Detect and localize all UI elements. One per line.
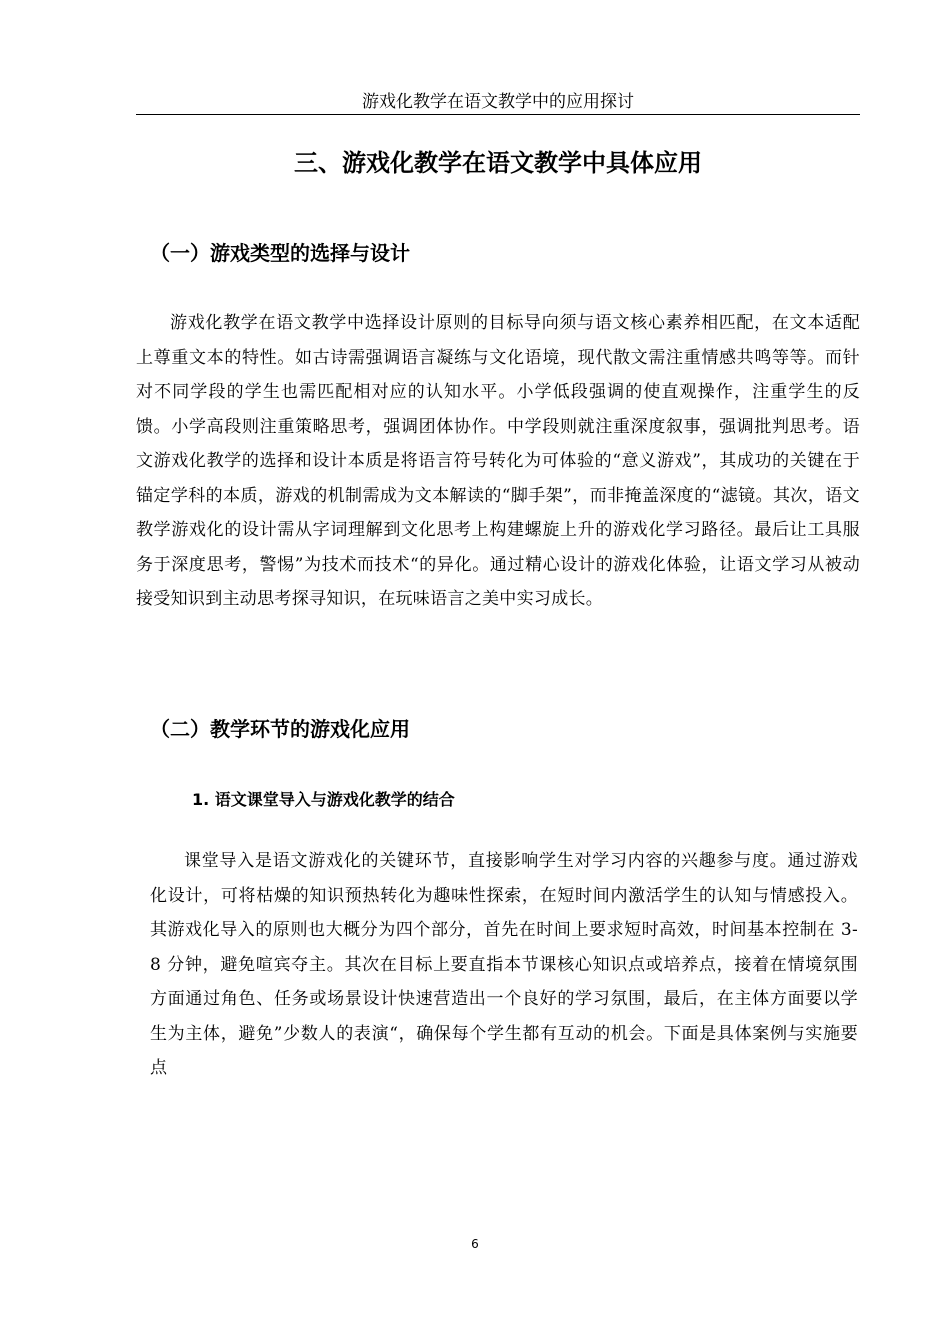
header-divider bbox=[136, 114, 860, 115]
section-heading-2: （二）教学环节的游戏化应用 bbox=[150, 717, 410, 741]
chapter-title: 三、游戏化教学在语文教学中具体应用 bbox=[294, 149, 702, 177]
body-paragraph-2: 课堂导入是语文游戏化的关键环节，直接影响学生对学习内容的兴趣参与度。通过游戏化设计，可将枯燥的知识预热转化为趣味性探索，在短时间内激活学生的认知与情感投入。其游戏化导入的原则也大概分为四个部分，首先在时间上要求短时高效，时间基本控制在 3-8 分钟，避免喧宾夺主。其次在目标上要直指本节课核心知识点或培养点，接着在情境氛围方面通过角色、任务或场景设计快速营造出一个良好的学习氛围，最后，在主体方面要以学生为主体，避免”少数人的表演“，确保每个学生都有互动的机会。下面是具体案例与实施要点 bbox=[150, 851, 858, 1078]
body-paragraph-1: 游戏化教学在语文教学中选择设计原则的目标导向须与语文核心素养相匹配，在文本适配上尊重文本的特性。如古诗需强调语言凝练与文化语境，现代散文需注重情感共鸣等等。而针对不同学段的学生也需匹配相对应的认知水平。小学低段强调的使直观操作，注重学生的反馈。小学高段则注重策略思考，强调团体协作。中学段则就注重深度叙事，强调批判思考。语文游戏化教学的选择和设计本质是将语言符号转化为可体验的“意义游戏”，其成功的关键在于锚定学科的本质，游戏的机制需成为文本解读的“脚手架”，而非掩盖深度的“滤镜。其次，语文教学游戏化的设计需从字词理解到文化思考上构建螺旋上升的游戏化学习路径。最后让工具服务于深度思考，警惕”为技术而技术“的异化。通过精心设计的游戏化体验，让语文学习从被动接受知识到主动思考探寻知识，在玩味语言之美中实习成长。 bbox=[136, 313, 860, 609]
running-header: 游戏化教学在语文教学中的应用探讨 bbox=[362, 92, 634, 112]
page-number: 6 bbox=[471, 1237, 479, 1251]
section-heading-1: （一）游戏类型的选择与设计 bbox=[150, 241, 410, 265]
subsection-heading-1: 1. 语文课堂导入与游戏化教学的结合 bbox=[192, 790, 455, 809]
